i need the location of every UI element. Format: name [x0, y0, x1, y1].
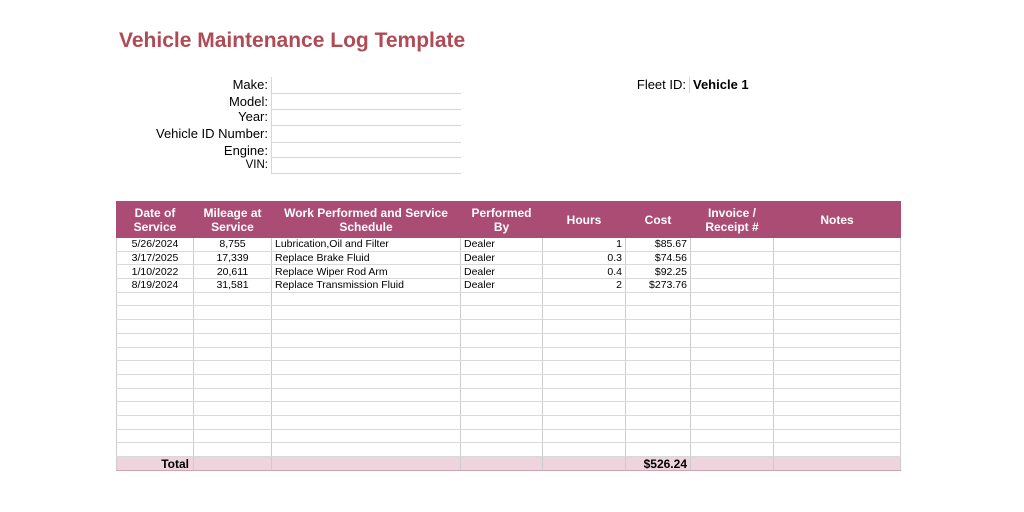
table-row: [117, 443, 901, 457]
make-field[interactable]: [271, 77, 461, 94]
cell-invoice-receipt[interactable]: [691, 374, 774, 388]
header-invoice-receipt: Invoice / Receipt #: [691, 201, 774, 238]
cell-hours[interactable]: [543, 306, 626, 320]
header-mileage-at-service: Mileage at Service: [194, 201, 272, 238]
table-row: [117, 333, 901, 347]
cell-hours[interactable]: [543, 292, 626, 306]
cell-mileage-at-service[interactable]: [194, 443, 272, 457]
cell-notes[interactable]: [774, 388, 901, 402]
year-label: Year:: [238, 109, 268, 124]
cell-performed-by[interactable]: [461, 374, 543, 388]
header-notes: Notes: [774, 201, 901, 238]
cell-performed-by[interactable]: [461, 306, 543, 320]
cell-cost[interactable]: [626, 374, 691, 388]
cell-date-of-service[interactable]: [117, 361, 194, 375]
cell-mileage-at-service[interactable]: [194, 374, 272, 388]
table-row: [117, 347, 901, 361]
total-cell-hours: [543, 457, 626, 471]
cell-date-of-service[interactable]: [117, 333, 194, 347]
table-row: [117, 402, 901, 416]
cell-date-of-service[interactable]: [117, 292, 194, 306]
vin-field[interactable]: [271, 158, 461, 174]
cell-work-performed[interactable]: [272, 402, 461, 416]
table-row: [117, 320, 901, 334]
cell-notes[interactable]: [774, 292, 901, 306]
cell-hours[interactable]: [543, 333, 626, 347]
cell-hours[interactable]: 0.4: [543, 265, 626, 279]
cell-work-performed[interactable]: [272, 347, 461, 361]
cell-work-performed[interactable]: [272, 443, 461, 457]
cell-mileage-at-service[interactable]: [194, 292, 272, 306]
cell-cost[interactable]: $92.25: [626, 265, 691, 279]
model-label: Model:: [228, 94, 268, 109]
cell-notes[interactable]: [774, 374, 901, 388]
cell-notes[interactable]: [774, 279, 901, 293]
cell-performed-by[interactable]: [461, 333, 543, 347]
header-performed-by: Performed By: [461, 201, 543, 238]
cell-mileage-at-service[interactable]: 31,581: [194, 279, 272, 293]
total-cell-performed-by: [461, 457, 543, 471]
cell-hours[interactable]: 1: [543, 238, 626, 251]
cell-work-performed[interactable]: Replace Brake Fluid: [272, 251, 461, 265]
cell-invoice-receipt[interactable]: [691, 306, 774, 320]
cell-notes[interactable]: [774, 402, 901, 416]
total-cell-work-performed: [272, 457, 461, 471]
vehicle-id-label: Vehicle ID Number:: [156, 126, 268, 141]
table-header-row: [117, 201, 901, 238]
cell-invoice-receipt[interactable]: [691, 265, 774, 279]
cell-notes[interactable]: [774, 265, 901, 279]
total-cell-notes: [774, 457, 901, 471]
vin-label: VIN:: [245, 159, 268, 171]
cell-invoice-receipt[interactable]: [691, 333, 774, 347]
table-row: [117, 429, 901, 443]
cell-performed-by[interactable]: [461, 429, 543, 443]
cell-mileage-at-service[interactable]: [194, 361, 272, 375]
cell-hours[interactable]: [543, 374, 626, 388]
cell-work-performed[interactable]: Replace Transmission Fluid: [272, 279, 461, 293]
make-label: Make:: [232, 77, 268, 92]
cell-invoice-receipt[interactable]: [691, 292, 774, 306]
cell-performed-by[interactable]: [461, 415, 543, 429]
cell-performed-by[interactable]: [461, 320, 543, 334]
table-row: [117, 415, 901, 429]
cell-cost[interactable]: $85.67: [626, 238, 691, 251]
cell-hours[interactable]: [543, 443, 626, 457]
vehicle-id-field[interactable]: [271, 126, 461, 143]
table-row: [117, 251, 901, 265]
cell-mileage-at-service[interactable]: [194, 429, 272, 443]
table-row: [117, 265, 901, 279]
cell-notes[interactable]: [774, 443, 901, 457]
cell-work-performed[interactable]: [272, 429, 461, 443]
cell-work-performed[interactable]: [272, 388, 461, 402]
cell-work-performed[interactable]: [272, 415, 461, 429]
total-label: Total: [117, 457, 194, 471]
cell-cost[interactable]: [626, 388, 691, 402]
cell-notes[interactable]: [774, 238, 901, 251]
cell-date-of-service[interactable]: 5/26/2024: [117, 238, 194, 251]
cell-mileage-at-service[interactable]: [194, 415, 272, 429]
cell-work-performed[interactable]: [272, 292, 461, 306]
cell-cost[interactable]: [626, 333, 691, 347]
fleet-id-value[interactable]: Vehicle 1: [693, 77, 749, 92]
cell-invoice-receipt[interactable]: [691, 279, 774, 293]
header-cost: Cost: [626, 201, 691, 238]
cell-hours[interactable]: [543, 347, 626, 361]
cell-work-performed[interactable]: Replace Wiper Rod Arm: [272, 265, 461, 279]
page-title: Vehicle Maintenance Log Template: [119, 29, 466, 52]
cell-hours[interactable]: [543, 415, 626, 429]
cell-invoice-receipt[interactable]: [691, 429, 774, 443]
cell-date-of-service[interactable]: [117, 402, 194, 416]
cell-notes[interactable]: [774, 347, 901, 361]
cell-cost[interactable]: $74.56: [626, 251, 691, 265]
engine-label: Engine:: [223, 143, 268, 158]
cell-cost[interactable]: [626, 347, 691, 361]
year-field[interactable]: [271, 110, 461, 126]
cell-hours[interactable]: 0.3: [543, 251, 626, 265]
cell-cost[interactable]: [626, 443, 691, 457]
fleet-id-label: Fleet ID:: [636, 77, 686, 92]
cell-invoice-receipt[interactable]: [691, 347, 774, 361]
cell-hours[interactable]: [543, 361, 626, 375]
cell-notes[interactable]: [774, 306, 901, 320]
cell-invoice-receipt[interactable]: [691, 402, 774, 416]
cell-mileage-at-service[interactable]: [194, 402, 272, 416]
cell-performed-by[interactable]: [461, 361, 543, 375]
cell-invoice-receipt[interactable]: [691, 251, 774, 265]
total-cell-invoice-receipt: [691, 457, 774, 471]
cell-performed-by[interactable]: [461, 292, 543, 306]
cell-work-performed[interactable]: [272, 361, 461, 375]
total-cell-mileage-at-service: [194, 457, 272, 471]
cell-performed-by[interactable]: Dealer: [461, 265, 543, 279]
cell-cost[interactable]: [626, 415, 691, 429]
cell-invoice-receipt[interactable]: [691, 443, 774, 457]
cell-cost[interactable]: [626, 292, 691, 306]
cell-date-of-service[interactable]: [117, 415, 194, 429]
cell-mileage-at-service[interactable]: 17,339: [194, 251, 272, 265]
cell-notes[interactable]: [774, 320, 901, 334]
cell-work-performed[interactable]: [272, 306, 461, 320]
cell-date-of-service[interactable]: [117, 388, 194, 402]
cell-cost[interactable]: [626, 306, 691, 320]
cell-mileage-at-service[interactable]: [194, 306, 272, 320]
cell-date-of-service[interactable]: [117, 347, 194, 361]
table-row: [117, 374, 901, 388]
cell-work-performed[interactable]: Lubrication,Oil and Filter: [272, 238, 461, 251]
cell-date-of-service[interactable]: 3/17/2025: [117, 251, 194, 265]
cell-date-of-service[interactable]: [117, 443, 194, 457]
cell-work-performed[interactable]: [272, 333, 461, 347]
maintenance-log-table: [116, 201, 901, 471]
cell-work-performed[interactable]: [272, 374, 461, 388]
header-hours: Hours: [543, 201, 626, 238]
cell-mileage-at-service[interactable]: [194, 320, 272, 334]
cell-notes[interactable]: [774, 361, 901, 375]
cell-hours[interactable]: 2: [543, 279, 626, 293]
cell-performed-by[interactable]: Dealer: [461, 238, 543, 251]
cell-date-of-service[interactable]: 1/10/2022: [117, 265, 194, 279]
cell-hours[interactable]: [543, 402, 626, 416]
cell-mileage-at-service[interactable]: [194, 388, 272, 402]
fleet-id-divider: [689, 77, 690, 93]
cell-hours[interactable]: [543, 320, 626, 334]
header-work-performed: Work Performed and Service Schedule: [272, 201, 461, 238]
cell-mileage-at-service[interactable]: 8,755: [194, 238, 272, 251]
cell-invoice-receipt[interactable]: [691, 320, 774, 334]
cell-date-of-service[interactable]: [117, 429, 194, 443]
cell-cost[interactable]: $273.76: [626, 279, 691, 293]
cell-performed-by[interactable]: [461, 347, 543, 361]
cell-mileage-at-service[interactable]: [194, 347, 272, 361]
cell-work-performed[interactable]: [272, 320, 461, 334]
total-cost: $526.24: [626, 457, 691, 471]
engine-field[interactable]: [271, 143, 461, 158]
cell-mileage-at-service[interactable]: 20,611: [194, 265, 272, 279]
cell-performed-by[interactable]: Dealer: [461, 279, 543, 293]
table-row: [117, 279, 901, 293]
cell-cost[interactable]: [626, 320, 691, 334]
cell-cost[interactable]: [626, 361, 691, 375]
table-row: [117, 361, 901, 375]
cell-notes[interactable]: [774, 251, 901, 265]
cell-performed-by[interactable]: [461, 402, 543, 416]
cell-notes[interactable]: [774, 333, 901, 347]
total-row: [117, 457, 901, 471]
cell-notes[interactable]: [774, 429, 901, 443]
cell-date-of-service[interactable]: 8/19/2024: [117, 279, 194, 293]
model-field[interactable]: [271, 94, 461, 110]
cell-invoice-receipt[interactable]: [691, 361, 774, 375]
cell-date-of-service[interactable]: [117, 306, 194, 320]
cell-mileage-at-service[interactable]: [194, 333, 272, 347]
cell-cost[interactable]: [626, 429, 691, 443]
cell-invoice-receipt[interactable]: [691, 415, 774, 429]
cell-invoice-receipt[interactable]: [691, 238, 774, 251]
cell-invoice-receipt[interactable]: [691, 388, 774, 402]
cell-notes[interactable]: [774, 415, 901, 429]
cell-date-of-service[interactable]: [117, 320, 194, 334]
cell-performed-by[interactable]: Dealer: [461, 251, 543, 265]
table-row: [117, 388, 901, 402]
cell-hours[interactable]: [543, 388, 626, 402]
header-date-of-service: Date of Service: [117, 201, 194, 238]
table-row: [117, 292, 901, 306]
cell-performed-by[interactable]: [461, 388, 543, 402]
cell-performed-by[interactable]: [461, 443, 543, 457]
cell-hours[interactable]: [543, 429, 626, 443]
table-row: [117, 306, 901, 320]
table-row: [117, 238, 901, 251]
cell-date-of-service[interactable]: [117, 374, 194, 388]
cell-cost[interactable]: [626, 402, 691, 416]
